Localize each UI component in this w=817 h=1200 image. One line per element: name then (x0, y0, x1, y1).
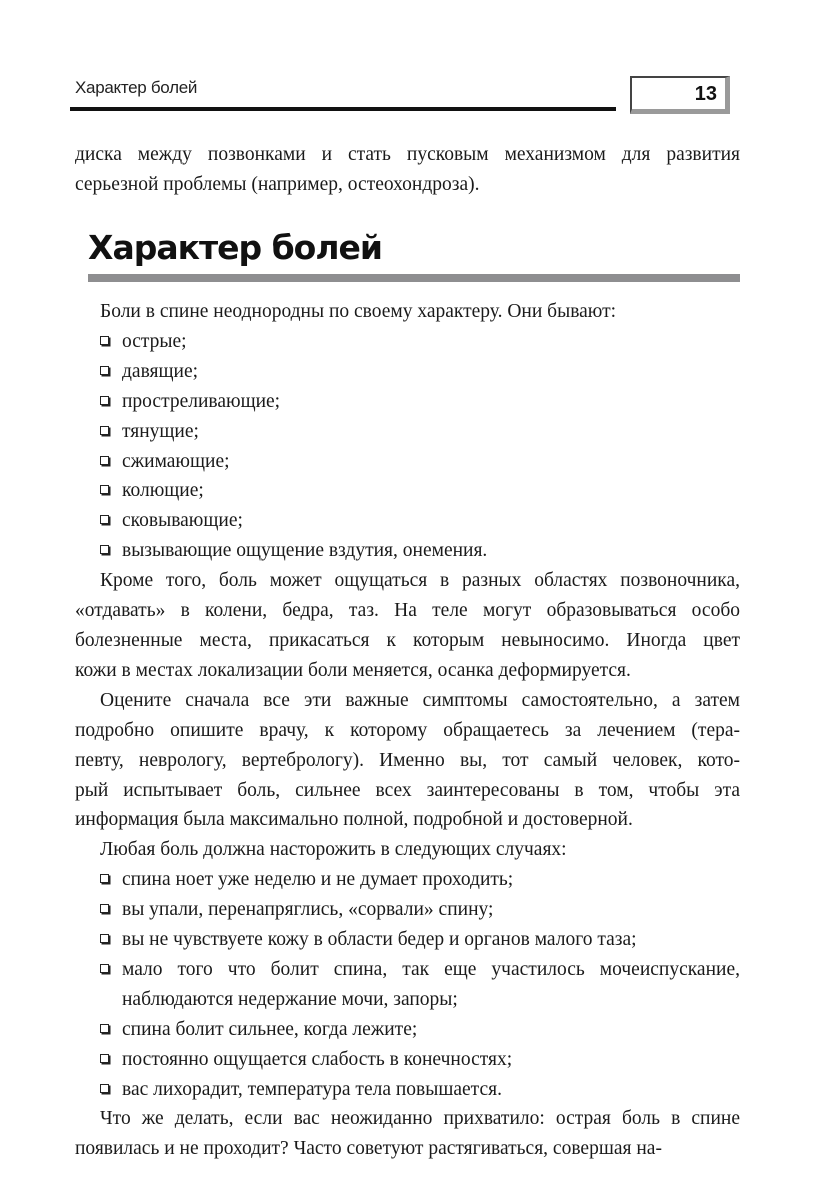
heading-bar (88, 274, 740, 282)
text-line: болезненные места, прикасаться к которым невыносимо. Иногда цвет (75, 629, 740, 651)
list-item-text: спина болит сильнее, когда лежите; (122, 1018, 418, 1040)
checkbox-bullet-icon (100, 904, 109, 913)
running-head-title: Характер болей (75, 78, 198, 97)
warning-lead: Любая боль должна насторожить в следующих случаях: (100, 839, 567, 861)
checkbox-bullet-icon (100, 336, 109, 345)
checkbox-bullet-icon (100, 396, 109, 405)
list-item (75, 536, 740, 566)
checkbox-bullet-icon (100, 456, 109, 465)
paragraph (75, 566, 740, 686)
list-item (75, 327, 740, 357)
checkbox-bullet-icon (100, 366, 109, 375)
checkbox-bullet-icon (100, 545, 109, 554)
page-number-box (630, 76, 730, 114)
list-item (75, 865, 740, 895)
list-item-text: давящие; (122, 360, 199, 382)
list-item-text: вы не чувствуете кожу в области бедер и органов малого таза; (122, 929, 637, 951)
text-line: рый испытывает боль, сильнее всех заинтересованы в том, чтобы эта (75, 779, 740, 801)
list-item-text: простреливающие; (122, 390, 281, 412)
text-line: подробно опишите врачу, к которому обращаетесь за лечением (тера- (75, 719, 740, 741)
pain-types-list (75, 327, 740, 566)
text-line: появилась и не проходит? Часто советуют растягиваться, совершая на- (75, 1138, 662, 1160)
list-item-text: вызывающие ощущение вздутия, онемения. (122, 540, 488, 562)
checkbox-bullet-icon (100, 1084, 109, 1093)
checkbox-bullet-icon (100, 964, 109, 973)
list-item (75, 476, 740, 506)
page-number: 13 (694, 83, 717, 105)
list-item (75, 955, 740, 985)
paragraph (75, 686, 740, 836)
checkbox-bullet-icon (100, 485, 109, 494)
section-body (75, 297, 740, 1164)
list-item-text: сжимающие; (122, 450, 230, 472)
list-item-continuation: наблюдаются недержание мочи, запоры; (122, 988, 458, 1010)
list-item-text: спина ноет уже неделю и не думает проходить; (122, 869, 514, 891)
checkbox-bullet-icon (100, 934, 109, 943)
text-line: Что же делать, если вас неожиданно прихватило: острая боль в спине (100, 1108, 740, 1130)
list-item-text: сковывающие; (122, 510, 243, 532)
text-line: кожи в местах локализации боли меняется, осанка деформируется. (75, 659, 631, 681)
list-item-text: острые; (122, 330, 187, 352)
list-item (75, 1075, 740, 1105)
checkbox-bullet-icon (100, 874, 109, 883)
list-item-text: колющие; (122, 480, 204, 502)
list-item (75, 387, 740, 417)
list-item-text: вас лихорадит, температура тела повышается. (122, 1078, 502, 1100)
text-line: певту, неврологу, вертебрологу). Именно вы, тот самый человек, кото- (75, 749, 740, 771)
text-line: информация была максимально полной, подробной и достоверной. (75, 809, 633, 831)
intro-paragraph (75, 140, 740, 200)
list-item (75, 357, 740, 387)
warning-list (75, 865, 740, 1104)
section-heading: Характер болей (88, 228, 383, 267)
text-line: диска между позвонками и стать пусковым механизмом для развития (75, 144, 740, 165)
text-line: серьезной проблемы (например, остеохондроза). (75, 173, 480, 195)
lead-text: Боли в спине неоднородны по своему характеру. Они бывают: (100, 301, 617, 322)
list-item (75, 1045, 740, 1075)
text-line: «отдавать» в колени, бедра, таз. На теле могут образовываться особо (75, 600, 740, 622)
list-item-text: тянущие; (122, 420, 199, 442)
checkbox-bullet-icon (100, 515, 109, 524)
list-item (75, 925, 740, 955)
list-item-text: мало того что болит спина, так еще участилось мочеиспускание, (122, 958, 740, 980)
text-line: Оцените сначала все эти важные симптомы самостоятельно, а затем (100, 689, 740, 711)
list-item (75, 417, 740, 447)
header-rule (70, 107, 616, 111)
list-item-text: вы упали, перенапряглись, «сорвали» спину; (122, 899, 494, 921)
checkbox-bullet-icon (100, 1024, 109, 1033)
paragraph (75, 1104, 740, 1164)
checkbox-bullet-icon (100, 426, 109, 435)
list-item (75, 506, 740, 536)
checkbox-bullet-icon (100, 1054, 109, 1063)
list-item (75, 447, 740, 477)
list-item (75, 1015, 740, 1045)
list-item (75, 895, 740, 925)
text-line: Кроме того, боль может ощущаться в разных областях позвоночника, (100, 570, 740, 592)
list-item-text: постоянно ощущается слабость в конечностях; (122, 1048, 513, 1070)
